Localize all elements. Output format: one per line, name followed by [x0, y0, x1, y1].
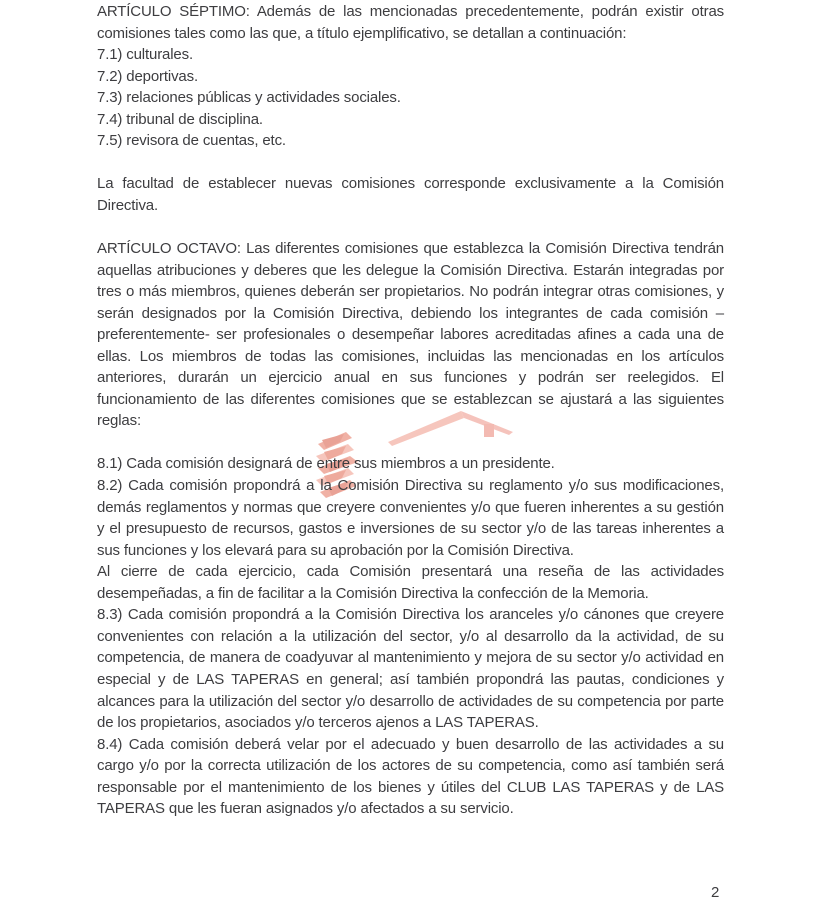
- rule-8-2: 8.2) Cada comisión propondrá a la Comisión Directiva su reglamento y/o sus modificaciones, demás reglamentos y normas que creyere convenientes y/o que fueren inherentes a su gestión y el presupuesto de recursos, gastos e inversiones de su sector y/o de las tareas inherentes a sus funciones y los elevará para su aprobación por la Comisión Directiva.: [97, 477, 724, 559]
- list-item-7-5: 7.5) revisora de cuentas, etc.: [97, 132, 286, 150]
- articulo-septimo-closing: La facultad de establecer nuevas comisiones corresponde exclusivamente a la Comisión Directiva.: [97, 175, 724, 214]
- document-body: [97, 1, 724, 820]
- list-item-7-1: 7.1) culturales.: [97, 46, 193, 64]
- page-number: 2: [711, 884, 720, 901]
- rule-8-1: 8.1) Cada comisión designará de entre sus miembros a un presidente.: [97, 455, 555, 473]
- articulo-septimo-intro: ARTÍCULO SÉPTIMO: Además de las mencionadas precedentemente, podrán existir otras comisiones tales como las que, a título ejemplificativo, se detallan a continuación:: [97, 3, 724, 42]
- rule-8-3: 8.3) Cada comisión propondrá a la Comisión Directiva los aranceles y/o cánones que creyere convenientes con relación a la utilización del sector, y/o al desarrollo da la actividad, de su competencia, de manera de coadyuvar al mantenimiento y mejora de su sector y/o actividad en especial y de LAS TAPERAS en general; así también propondrá las pautas, condiciones y alcances para la utilización del sector y/o desarrollo de actividades de su competencia por parte de los propietarios, asociados y/o terceros ajenos a LAS TAPERAS.: [97, 606, 724, 732]
- articulo-octavo-body: ARTÍCULO OCTAVO: Las diferentes comisiones que establezca la Comisión Directiva tendrán aquellas atribuciones y deberes que les delegue la Comisión Directiva. Estarán integradas por tres o más miembros, quienes deberán ser propietarios. No podrán integrar otras comisiones, y serán designados por la Comisión Directiva, debiendo los integrantes de cada comisión – preferentemente- ser profesionales o desempeñar labores acreditadas afines a cada una de ellas. Los miembros de todas las comisiones, incluidas las mencionadas en los artículos anteriores, durarán un ejercicio anual en sus funciones y podrán ser reelegidos. El funcionamiento de las diferentes comisiones que se establezcan se ajustará a las siguientes reglas:: [97, 240, 724, 430]
- rule-8-2-annex: Al cierre de cada ejercicio, cada Comisión presentará una reseña de las actividades desempeñadas, a fin de facilitar a la Comisión Directiva la confección de la Memoria.: [97, 563, 724, 602]
- rule-8-4: 8.4) Cada comisión deberá velar por el adecuado y buen desarrollo de las actividades a su cargo y/o por la correcta utilización de los actores de su competencia, como así también será responsable por el mantenimiento de los bienes y útiles del CLUB LAS TAPERAS y de LAS TAPERAS que les fueran asignados y/o afectados a su servicio.: [97, 735, 724, 818]
- list-item-7-4: 7.4) tribunal de disciplina.: [97, 110, 263, 128]
- list-item-7-3: 7.3) relaciones públicas y actividades sociales.: [97, 89, 401, 107]
- list-item-7-2: 7.2) deportivas.: [97, 67, 198, 85]
